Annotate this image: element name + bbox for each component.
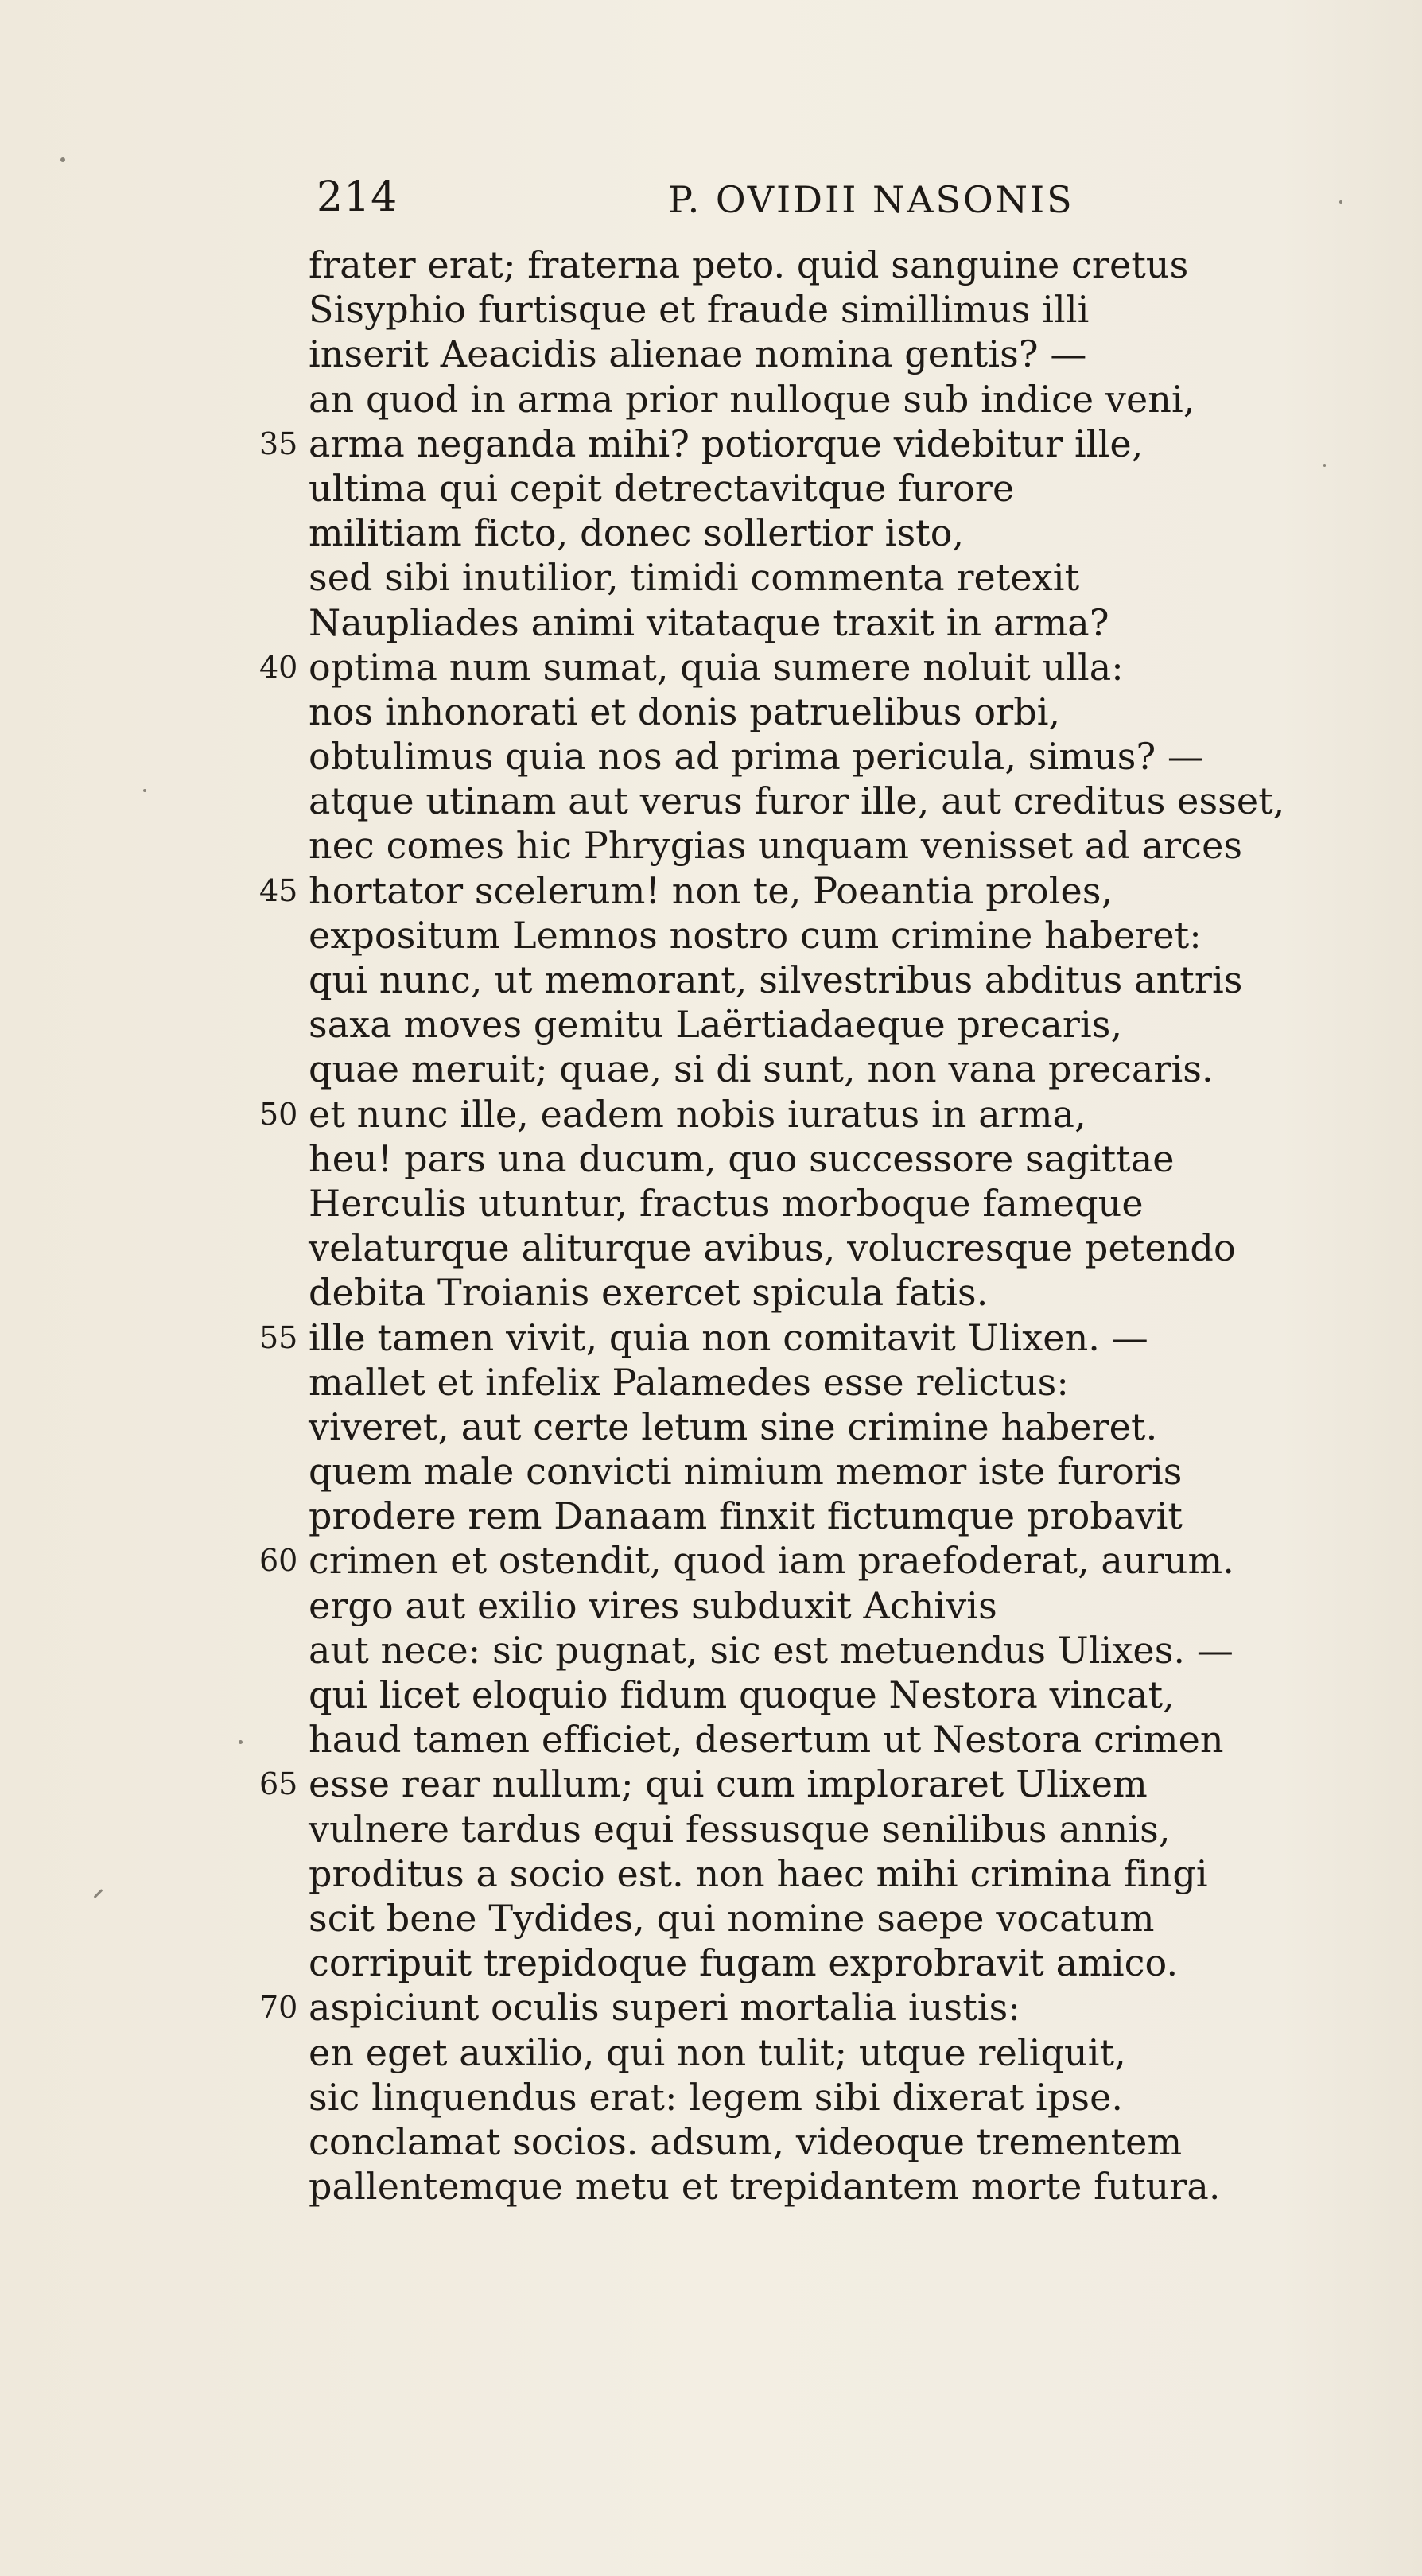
verse-text: esse rear nullum; qui cum imploraret Ulixem — [309, 1762, 1148, 1806]
verse-line — [0, 1136, 1422, 1181]
verse-text: mallet et infelix Palamedes esse relictus: — [309, 1360, 1069, 1404]
verse-text: scit bene Tydides, qui nomine saepe vocatum — [309, 1896, 1155, 1940]
paper-speck — [60, 157, 65, 162]
verse-text: aspiciunt oculis superi mortalia iustis: — [309, 1986, 1020, 2030]
verse-line — [0, 377, 1422, 422]
page-number: 214 — [317, 173, 398, 221]
verse-line — [0, 1092, 1422, 1136]
verse-line — [0, 1538, 1422, 1583]
verse-text: en eget auxilio, qui non tulit; utque reliquit, — [309, 2030, 1126, 2074]
verse-line — [0, 645, 1422, 690]
verse-line — [0, 1002, 1422, 1047]
verse-line — [0, 1807, 1422, 1851]
verse-text: Herculis utuntur, fractus morboque fameque — [309, 1181, 1144, 1225]
line-number: 45 — [259, 872, 298, 908]
verse-line — [0, 1583, 1422, 1628]
verse-line — [0, 2119, 1422, 2164]
verse-line — [0, 1628, 1422, 1673]
verse-text: viveret, aut certe letum sine crimine haberet. — [309, 1405, 1158, 1448]
verse-text: prodere rem Danaam finxit fictumque probavit — [309, 1494, 1183, 1538]
verse-text: Naupliades animi vitataque traxit in arma? — [309, 600, 1109, 644]
verse-text: pallentemque metu et trepidantem morte futura. — [309, 2165, 1221, 2209]
verse-text: inserit Aeacidis alienae nomina gentis? — — [309, 332, 1087, 376]
verse-text: optima num sumat, quia sumere noluit ulla: — [309, 645, 1124, 689]
verse-line — [0, 1226, 1422, 1270]
verse-text: aut nece: sic pugnat, sic est metuendus Ulixes. — — [309, 1628, 1234, 1672]
line-number: 55 — [259, 1319, 298, 1355]
line-number: 60 — [259, 1543, 298, 1579]
verse-line — [0, 243, 1422, 287]
verse-text: an quod in arma prior nulloque sub indice veni, — [309, 377, 1195, 421]
verse-line — [0, 1673, 1422, 1717]
verse-text: arma neganda mihi? potiorque videbitur ille, — [309, 422, 1144, 465]
verse-line — [0, 779, 1422, 823]
verse-text: haud tamen efficiet, desertum ut Nestora crimen — [309, 1718, 1224, 1762]
verse-text: ergo aut exilio vires subduxit Achivis — [309, 1583, 997, 1627]
verse-line — [0, 2030, 1422, 2075]
verse-text: frater erat; fraterna peto. quid sanguine cretus — [309, 243, 1189, 286]
verse-line — [0, 1941, 1422, 1985]
verse-line — [0, 1762, 1422, 1806]
verse-line — [0, 2164, 1422, 2209]
poem-text — [0, 243, 1422, 2209]
verse-text: saxa moves gemitu Laërtiadaeque precaris, — [309, 1003, 1123, 1047]
verse-line — [0, 913, 1422, 958]
verse-line — [0, 1047, 1422, 1091]
verse-text: quem male convicti nimium memor iste furoris — [309, 1450, 1183, 1494]
verse-text: qui nunc, ut memorant, silvestribus abditus antris — [309, 958, 1243, 1001]
verse-line — [0, 511, 1422, 555]
verse-line — [0, 287, 1422, 332]
verse-text: Sisyphio furtisque et fraude simillimus illi — [309, 288, 1090, 332]
verse-text: sed sibi inutilior, timidi commenta retexit — [309, 556, 1080, 600]
verse-text: corripuit trepidoque fugam exprobravit amico. — [309, 1941, 1179, 1985]
verse-text: obtulimus quia nos ad prima pericula, simus? — — [309, 735, 1205, 779]
line-number: 35 — [259, 425, 298, 461]
verse-line — [0, 2075, 1422, 2119]
verse-text: heu! pars una ducum, quo successore sagittae — [309, 1136, 1175, 1180]
verse-line — [0, 868, 1422, 913]
verse-text: velaturque aliturque avibus, volucresque petendo — [309, 1226, 1236, 1270]
verse-line — [0, 734, 1422, 779]
verse-line — [0, 332, 1422, 376]
verse-line — [0, 1360, 1422, 1405]
verse-line — [0, 466, 1422, 511]
verse-text: vulnere tardus equi fessusque senilibus annis, — [309, 1807, 1171, 1851]
verse-text: expositum Lemnos nostro cum crimine haberet: — [309, 913, 1202, 957]
verse-text: crimen et ostendit, quod iam praefoderat, aurum. — [309, 1539, 1234, 1583]
verse-line — [0, 958, 1422, 1002]
paper-speck — [1339, 200, 1342, 204]
verse-text: debita Troianis exercet spicula fatis. — [309, 1271, 989, 1315]
verse-text: proditus a socio est. non haec mihi crimina fingi — [309, 1851, 1208, 1895]
verse-line — [0, 1315, 1422, 1360]
verse-text: nos inhonorati et donis patruelibus orbi, — [309, 690, 1061, 733]
verse-line — [0, 690, 1422, 734]
verse-text: hortator scelerum! non te, Poeantia proles, — [309, 868, 1113, 912]
verse-line — [0, 1717, 1422, 1762]
verse-line — [0, 600, 1422, 645]
verse-line — [0, 1896, 1422, 1941]
verse-line — [0, 1181, 1422, 1226]
verse-line — [0, 1494, 1422, 1538]
verse-line — [0, 1985, 1422, 2030]
verse-text: sic linquendus erat: legem sibi dixerat ipse. — [309, 2075, 1124, 2119]
line-number: 65 — [259, 1766, 298, 1802]
verse-text: ille tamen vivit, quia non comitavit Ulixen. — — [309, 1315, 1148, 1359]
line-number: 40 — [259, 649, 298, 685]
line-number: 50 — [259, 1096, 298, 1132]
verse-text: militiam ficto, donec sollertior isto, — [309, 511, 965, 555]
line-number: 70 — [259, 1990, 298, 2026]
verse-line — [0, 1449, 1422, 1494]
verse-line — [0, 1405, 1422, 1449]
verse-line — [0, 1851, 1422, 1896]
verse-text: ultima qui cepit detrectavitque furore — [309, 466, 1015, 510]
verse-text: atque utinam aut verus furor ille, aut creditus esset, — [309, 779, 1285, 823]
verse-text: et nunc ille, eadem nobis iuratus in arma, — [309, 1092, 1086, 1136]
verse-text: qui licet eloquio fidum quoque Nestora vincat, — [309, 1673, 1175, 1716]
running-title: P. OVIDII NASONIS — [668, 178, 1074, 221]
verse-line — [0, 422, 1422, 466]
verse-line — [0, 1270, 1422, 1315]
verse-line — [0, 555, 1422, 600]
verse-line — [0, 823, 1422, 868]
verse-text: conclamat socios. adsum, videoque trementem — [309, 2119, 1183, 2163]
verse-text: nec comes hic Phrygias unquam venisset ad arces — [309, 824, 1243, 868]
verse-text: quae meruit; quae, si di sunt, non vana precaris. — [309, 1047, 1214, 1091]
